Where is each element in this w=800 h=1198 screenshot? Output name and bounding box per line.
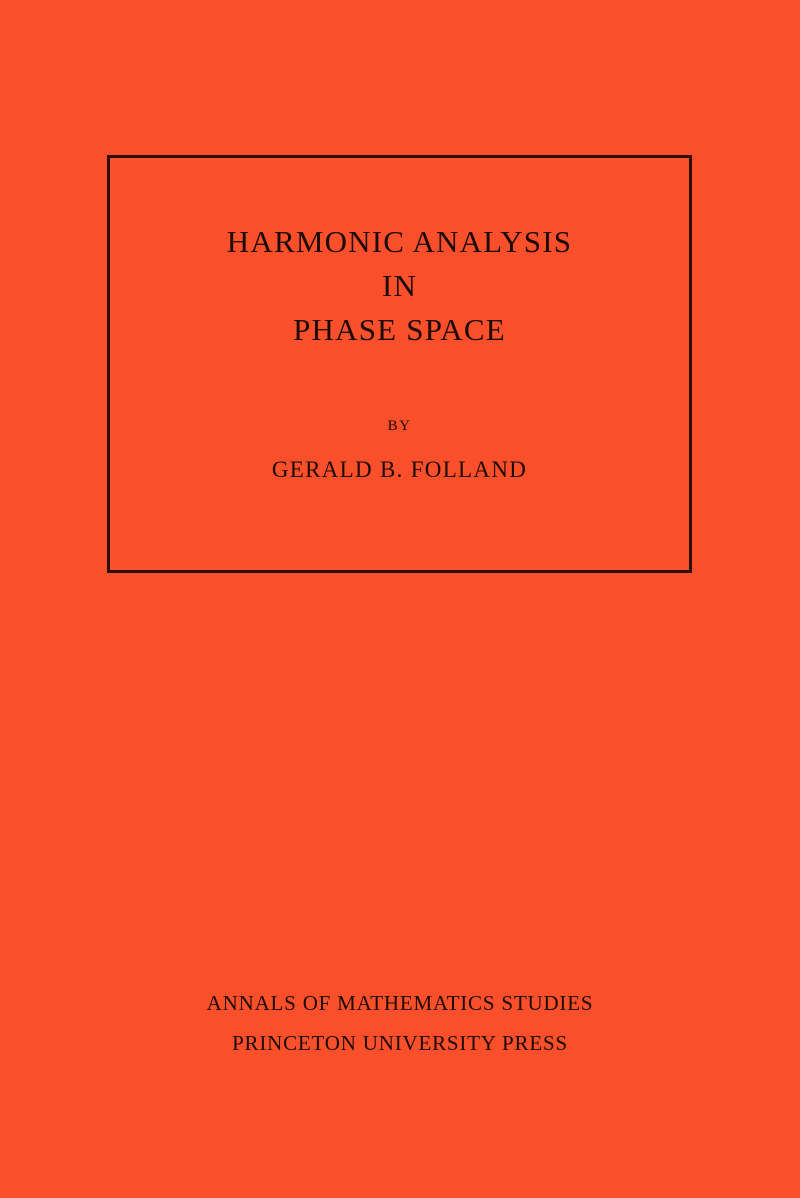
- title-line-2: IN: [381, 268, 418, 304]
- byline-label: BY: [387, 418, 412, 435]
- title-line-1: HARMONIC ANALYSIS: [226, 224, 573, 259]
- author-name: GERALD B. FOLLAND: [271, 457, 528, 483]
- title-line-3: PHASE SPACE: [293, 312, 506, 348]
- title-block: [110, 220, 689, 483]
- title-frame-border: [107, 155, 692, 573]
- cover-footer: [0, 988, 800, 1059]
- series-name: ANNALS OF MATHEMATICS STUDIES: [206, 991, 594, 1015]
- publisher-name: PRINCETON UNIVERSITY PRESS: [232, 1031, 568, 1056]
